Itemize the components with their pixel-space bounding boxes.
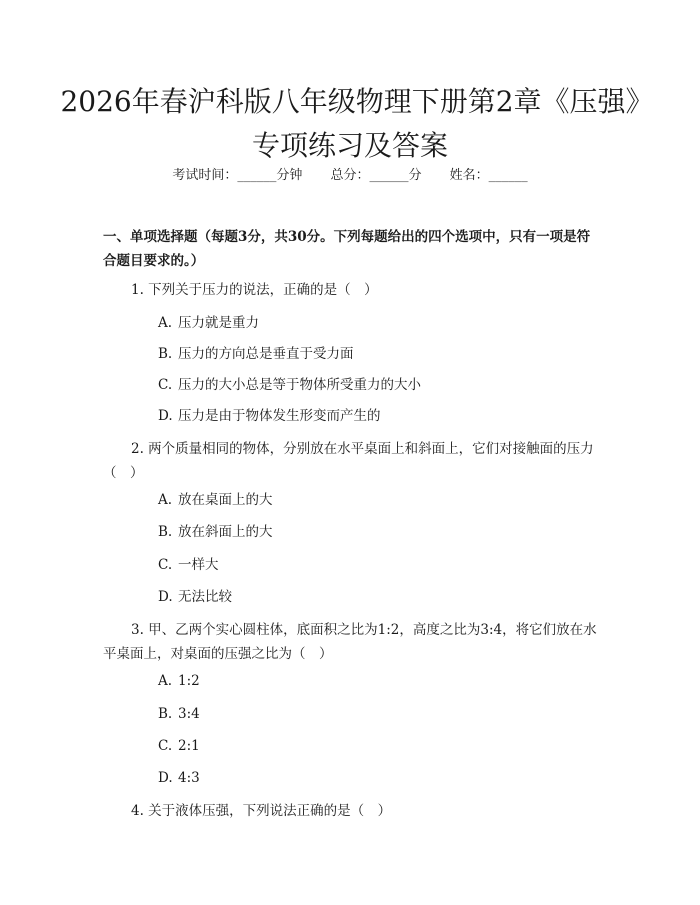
option-text: 压力是由于物体发生形变而产生的 xyxy=(178,408,381,424)
page-title: 2026年春沪科版八年级物理下册第2章《压强》专项练习及答案 xyxy=(60,85,640,162)
option-letter: A. xyxy=(158,673,173,689)
option-text: 一样大 xyxy=(178,557,219,573)
option-text: 无法比较 xyxy=(178,589,232,605)
option-letter: B. xyxy=(158,346,173,362)
option-letter: A. xyxy=(158,315,173,331)
question-3-option-c xyxy=(158,735,598,757)
option-letter: B. xyxy=(158,706,173,722)
question-3-option-a xyxy=(158,670,598,692)
student-name: 姓名：______ xyxy=(449,168,528,183)
question-1-option-c xyxy=(158,374,598,396)
option-text: 4:3 xyxy=(178,770,200,786)
option-letter: D. xyxy=(158,770,173,786)
question-2-option-d xyxy=(158,586,598,608)
option-text: 3:4 xyxy=(178,706,200,722)
option-text: 压力的方向总是垂直于受力面 xyxy=(178,346,354,362)
option-letter: B. xyxy=(158,524,173,540)
option-text: 压力的大小总是等于物体所受重力的大小 xyxy=(178,377,421,393)
question-4: 4. 关于液体压强，下列说法正确的是（ ） xyxy=(131,803,392,819)
question-1-option-a xyxy=(158,312,598,334)
option-letter: D. xyxy=(158,589,173,605)
option-text: 压力就是重力 xyxy=(178,315,259,331)
exam-info xyxy=(0,166,700,186)
question-2: 2. 两个质量相同的物体，分别放在水平桌面上和斜面上，它们对接触面的压力（ ） xyxy=(103,441,594,481)
question-1-option-b xyxy=(158,343,598,365)
option-text: 2:1 xyxy=(178,738,200,754)
question-3-option-d xyxy=(158,767,598,789)
exam-score: 总分：______分 xyxy=(330,168,422,183)
question-3-option-b xyxy=(158,703,598,725)
question-3: 3. 甲、乙两个实心圆柱体，底面积之比为1:2，高度之比为3:4，将它们放在水平桌面上，对桌面的压强之比为（ ） xyxy=(103,622,597,662)
option-text: 放在斜面上的大 xyxy=(178,524,273,540)
option-letter: C. xyxy=(158,738,173,754)
option-letter: D. xyxy=(158,408,173,424)
option-text: 1:2 xyxy=(178,673,200,689)
option-text: 放在桌面上的大 xyxy=(178,492,273,508)
question-2-option-c xyxy=(158,554,598,576)
option-letter: C. xyxy=(158,557,173,573)
question-1: 1. 下列关于压力的说法，正确的是（ ） xyxy=(131,282,378,298)
question-2-option-b xyxy=(158,521,598,543)
question-2-option-a xyxy=(158,489,598,511)
exam-time: 考试时间：______分钟 xyxy=(172,168,303,183)
option-letter: A. xyxy=(158,492,173,508)
question-1-option-d xyxy=(158,405,598,427)
section-header: 一、单项选择题（每题3分，共30分。下列每题给出的四个选项中，只有一项是符合题目要求的。） xyxy=(103,229,591,269)
option-letter: C. xyxy=(158,377,173,393)
